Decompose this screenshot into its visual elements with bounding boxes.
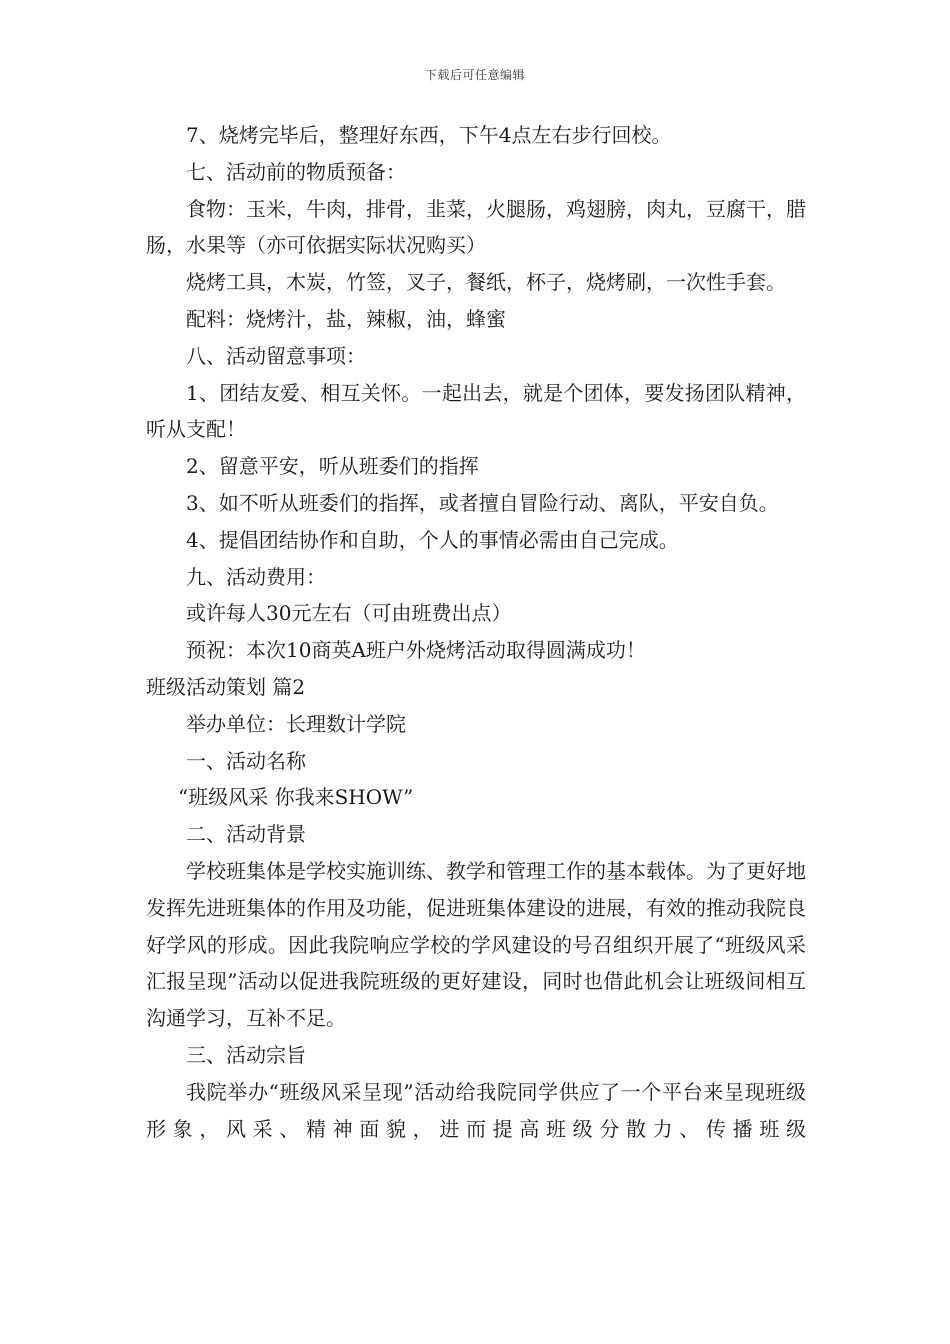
paragraph: 烧烤工具，木炭，竹签，叉子，餐纸，杯子，烧烤刷，一次性手套。	[186, 270, 786, 295]
paragraph: 我院举办“班级风采呈现”活动给我院同学供应了一个平台来呈现班级形象，风采、精神面貌，进而提高班级分散力、传播班级	[146, 1079, 806, 1141]
section-heading: 七、活动前的物质预备：	[186, 159, 406, 184]
document-body	[146, 117, 806, 1147]
article-title: 班级活动策划 篇2	[146, 674, 306, 699]
section-heading: 三、活动宗旨	[186, 1042, 306, 1067]
section-heading: 一、活动名称	[186, 748, 306, 773]
paragraph: 食物：玉米，牛肉，排骨，韭菜，火腿肠，鸡翅膀，肉丸，豆腐干，腊肠，水果等（亦可依据实际状况购买）	[146, 196, 806, 258]
paragraph: 7、烧烤完毕后，整理好东西，下午4点左右步行回校。	[186, 123, 672, 147]
paragraph: “班级风采 你我来SHOW”	[178, 785, 414, 810]
paragraph: 举办单位：长理数计学院	[186, 711, 406, 736]
section-heading: 二、活动背景	[186, 822, 306, 847]
paragraph: 4、提倡团结协作和自助，个人的事情必需由自己完成。	[186, 527, 679, 552]
section-heading: 九、活动费用：	[186, 564, 326, 589]
paragraph: 配料：烧烤汁，盐，辣椒，油，蜂蜜	[186, 306, 506, 331]
paragraph: 预祝：本次10商英A班户外烧烤活动取得圆满成功！	[186, 638, 646, 663]
paragraph: 1、团结友爱、相互关怀。一起出去，就是个团体，要发扬团队精神，听从支配！	[146, 380, 806, 442]
paragraph: 学校班集体是学校实施训练、教学和管理工作的基本载体。为了更好地发挥先进班集体的作用及功能，促进班集体建设的进展，有效的推动我院良好学风的形成。因此我院响应学校的学风建设的号召组织开展了“班级风采汇报呈现”活动以促进我院班级的更好建设，同时也借此机会让班级间相互沟通学习，互补不足。	[146, 858, 806, 1031]
paragraph: 或许每人30元左右（可由班费出点）	[186, 601, 512, 626]
page-header: 下载后可任意编辑	[424, 68, 525, 82]
paragraph: 2、留意平安，听从班委们的指挥	[186, 454, 479, 479]
paragraph: 3、如不听从班委们的指挥，或者擅自冒险行动、离队，平安自负。	[186, 490, 779, 515]
section-heading: 八、活动留意事项：	[186, 343, 366, 368]
